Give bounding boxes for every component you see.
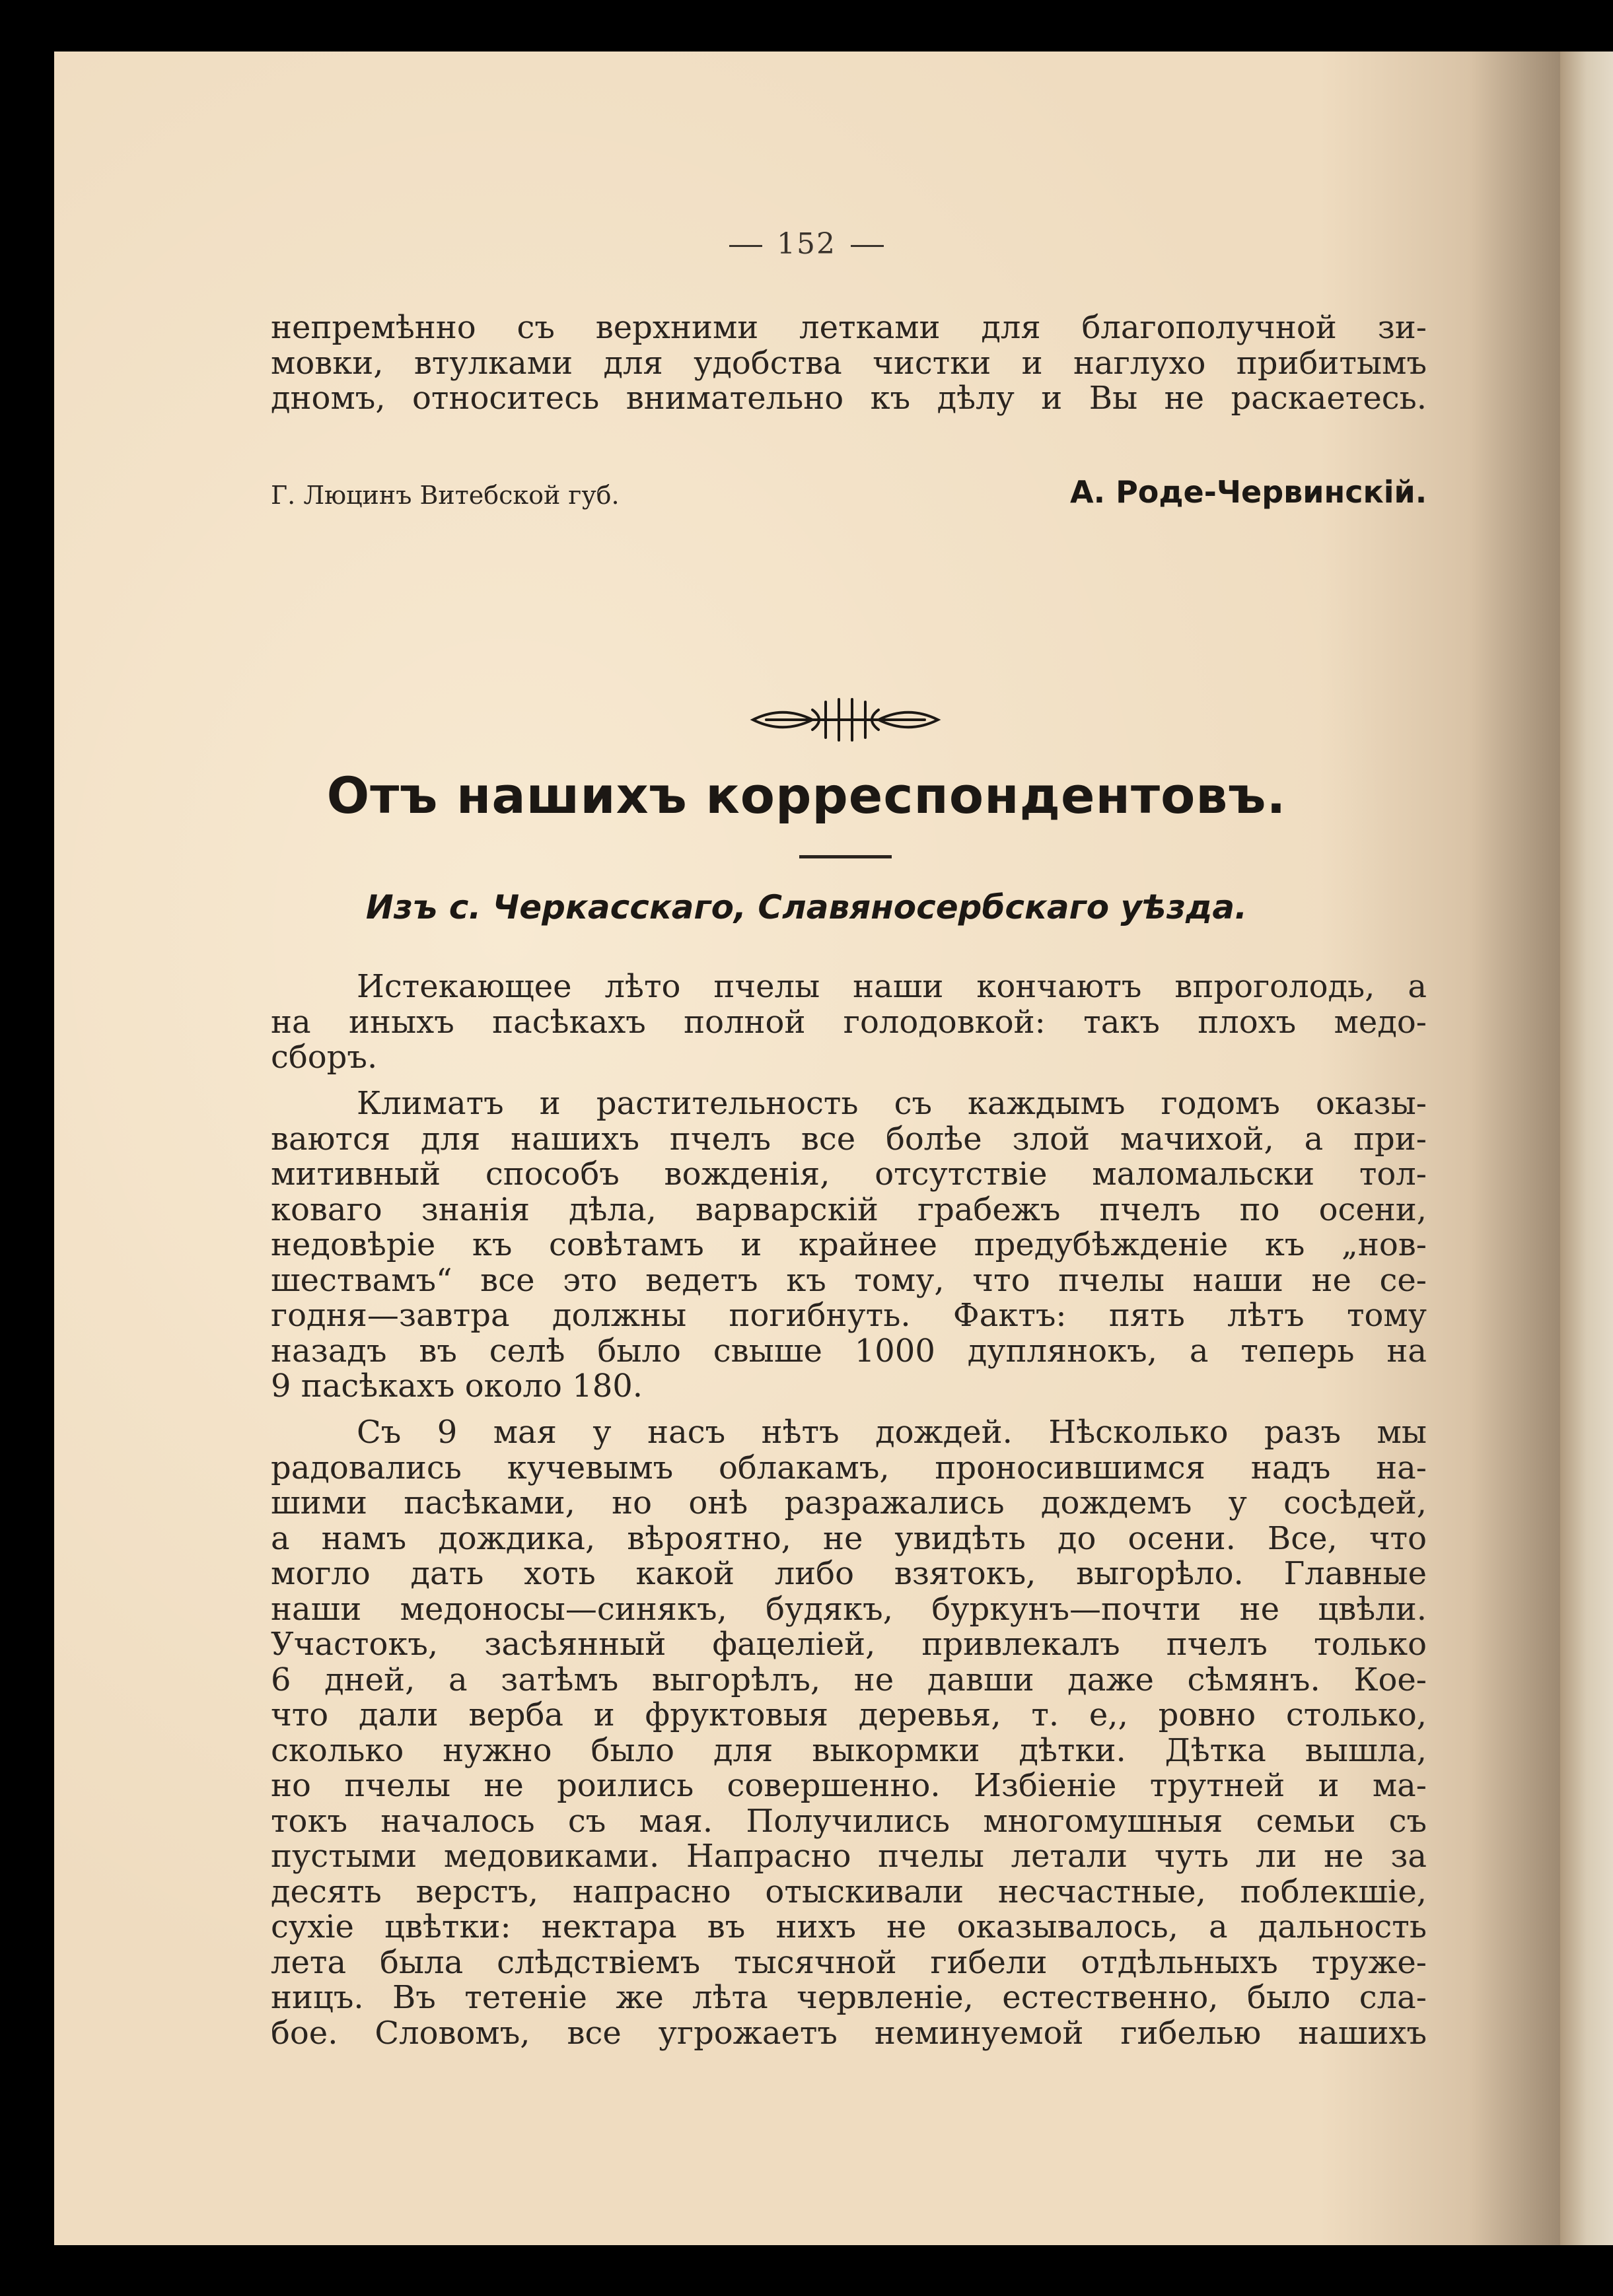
paragraph-line: пустыми медовиками. Напрасно пчелы летали чуть ли не за [271, 1838, 1427, 1875]
paragraph-line: на иныхъ пасѣкахъ полной голодовкой: такъ плохъ медо- [271, 1003, 1427, 1041]
paragraph-line: а намъ дождика, вѣроятно, не увидѣть до осени. Все, что [271, 1519, 1427, 1557]
dash-right [851, 245, 884, 247]
intro-line: дномъ, относитесь внимательно къ дѣлу и Вы не раскаетесь. [271, 380, 1427, 417]
paragraph-line: недовѣріе къ совѣтамъ и крайнее предубѣжденіе къ „нов- [271, 1226, 1427, 1263]
intro-line: мовки, втулками для удобства чистки и наглухо прибитымъ [271, 344, 1427, 382]
signature-author: А. Роде-Червинскій. [1070, 474, 1427, 510]
page-number: 152 [777, 227, 836, 261]
paragraph-line: лета была слѣдствіемъ тысячной гибели отдѣльныхъ труже- [271, 1943, 1427, 1981]
paragraph-line: Съ 9 мая у насъ нѣтъ дождей. Нѣсколько разъ мы [357, 1414, 1427, 1451]
paragraph-line: токъ началось съ мая. Получились многомушныя семьи съ [271, 1802, 1427, 1840]
paragraph-line: сколько нужно было для выкормки дѣтки. Дѣтка вышла, [271, 1731, 1427, 1769]
paragraph-line: шествамъ“ все это ведетъ къ тому, что пчелы наши не се- [271, 1261, 1427, 1299]
intro-line: непремѣнно съ верхними летками для благополучной зи- [271, 309, 1427, 346]
paragraph-line: назадъ въ селѣ было свыше 1000 дуплянокъ, а теперь на [271, 1332, 1427, 1370]
dash-left [729, 245, 762, 247]
decorative-vignette-icon [746, 697, 945, 743]
paragraph-line: Истекающее лѣто пчелы наши кончаютъ впроголодь, а [357, 968, 1427, 1005]
paragraph-line: ницъ. Въ тетеніе же лѣта червленіе, естественно, было сла- [271, 1979, 1427, 2016]
paragraph-line: 6 дней, а затѣмъ выгорѣлъ, не давши даже сѣмянъ. Кое- [271, 1661, 1427, 1698]
paragraph-2 [271, 1086, 1427, 1405]
section-heading: Отъ нашихъ корреспондентовъ. [326, 766, 1287, 825]
paragraph-line: что дали верба и фруктовыя деревья, т. е,, ровно столько, [271, 1696, 1427, 1733]
paragraph-line: бое. Словомъ, все угрожаетъ неминуемой гибелью нашихъ [271, 2014, 1427, 2052]
book-spine [1560, 52, 1613, 2245]
paragraph-line: 9 пасѣкахъ около 180. [271, 1368, 643, 1405]
signature-place: Г. Люцинъ Витебской губ. [271, 481, 620, 510]
section-subheading: Изъ с. Черкасскаго, Славяносербскаго уѣзда. [365, 888, 1248, 926]
paragraph-3 [271, 1415, 1427, 2051]
paragraph-line: Климатъ и растительность съ каждымъ годомъ оказы- [357, 1085, 1427, 1122]
heading-rule [799, 855, 892, 858]
paragraph-line: наши медоносы—синякъ, будякъ, буркунъ—почти не цвѣли. [271, 1590, 1427, 1628]
paragraph-line: годня—завтра должны погибнуть. Фактъ: пять лѣтъ тому [271, 1297, 1427, 1334]
paragraph-line: шими пасѣками, но онѣ разражались дождемъ у сосѣдей, [271, 1484, 1427, 1521]
paragraph-line: коваго знанія дѣла, варварскій грабежъ пчелъ по осени, [271, 1191, 1427, 1228]
paragraph-line: митивный способъ вожденія, отсутствіе маломальски тол- [271, 1156, 1427, 1193]
paragraph-1 [271, 969, 1427, 1076]
paragraph-line: сборъ. [271, 1039, 378, 1076]
paragraph-line: сухіе цвѣтки: нектара въ нихъ не оказывалось, а дальность [271, 1908, 1427, 1945]
paragraph-line: могло дать хоть какой либо взятокъ, выгорѣло. Главные [271, 1555, 1427, 1592]
paragraph-line: но пчелы не роились совершенно. Избіеніе трутней и ма- [271, 1767, 1427, 1804]
paragraph-line: радовались кучевымъ облакамъ, проносившимся надъ на- [271, 1449, 1427, 1486]
paragraph-line: Участокъ, засѣянный фацеліей, привлекалъ пчелъ только [271, 1626, 1427, 1663]
paragraph-line: ваются для нашихъ пчелъ все болѣе злой мачихой, а при- [271, 1120, 1427, 1158]
intro-text [271, 310, 1427, 417]
page-number-line [0, 227, 1613, 261]
paragraph-line: десять верстъ, напрасно отыскивали несчастные, поблекшіе, [271, 1873, 1427, 1910]
